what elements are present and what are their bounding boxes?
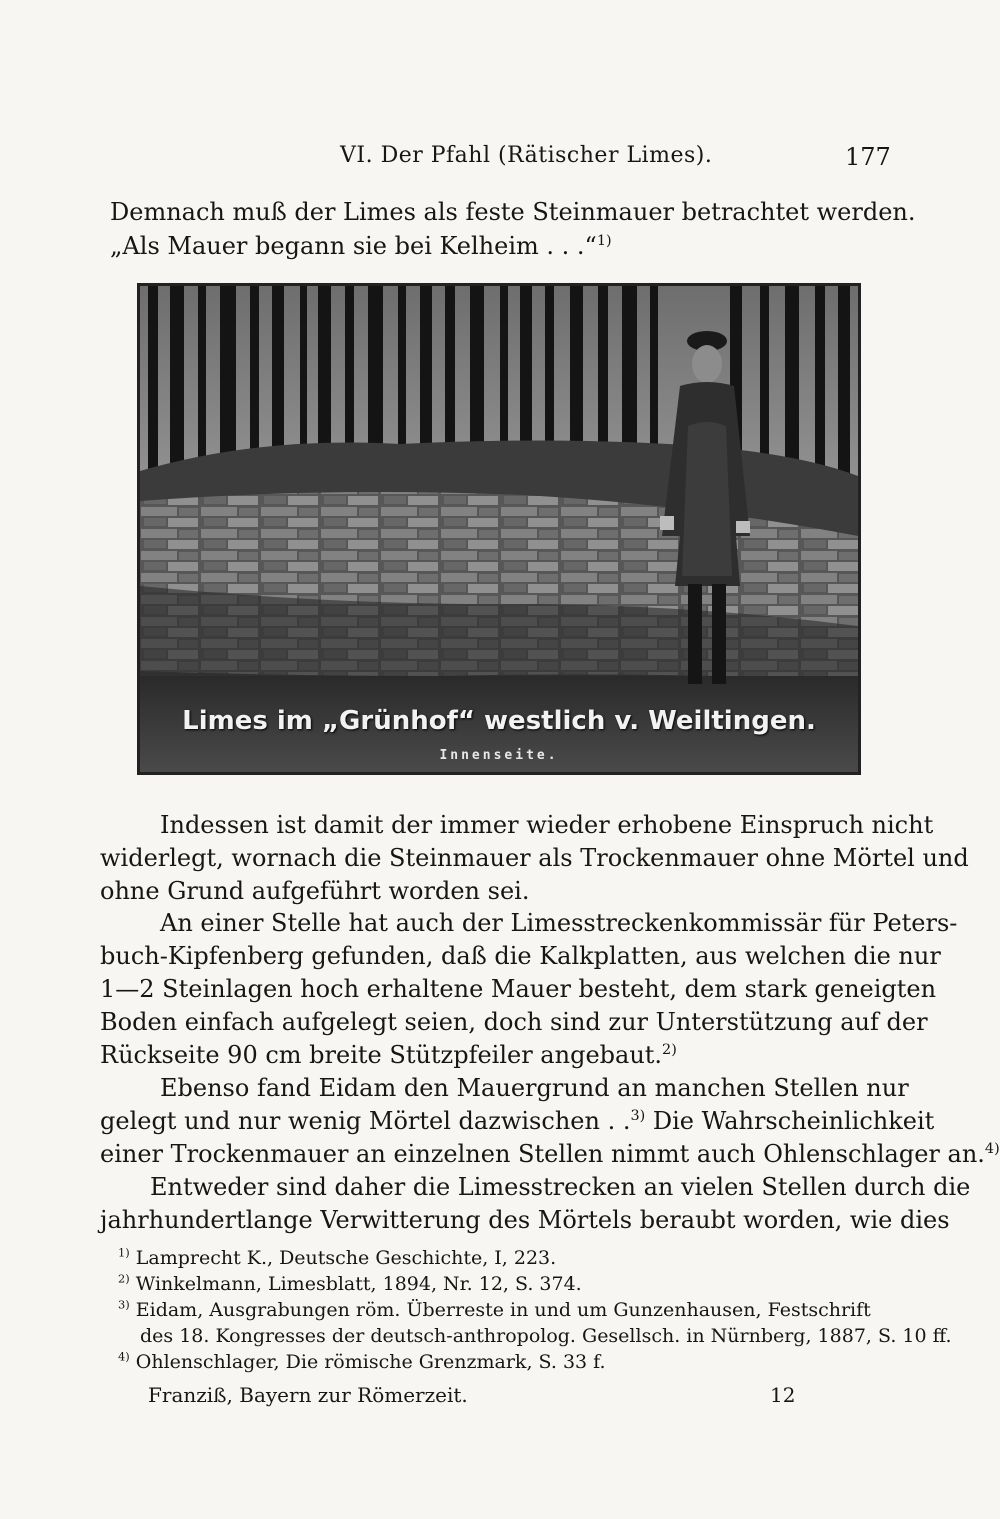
p2-line-5-text: Rückseite 90 cm breite Stützpfeiler angebaut. xyxy=(100,1041,663,1069)
footnote-ref-4: 4) xyxy=(984,1141,1000,1157)
footnote-ref-3: 3) xyxy=(630,1108,646,1124)
photo-forest-wall-image xyxy=(140,286,858,772)
p2-line-3: 1—2 Steinlagen hoch erhaltene Mauer besteht, dem stark geneigten xyxy=(100,975,937,1003)
p4-line-1: Entweder sind daher die Limesstrecken an vielen Stellen durch die xyxy=(150,1173,971,1201)
sheet-number: 12 xyxy=(770,1383,796,1407)
footnote-2-mark: 2) xyxy=(118,1271,130,1286)
photo-caption: Limes im „Grünhof“ westlich v. Weiltingen. xyxy=(182,706,816,736)
p1-line-1: Indessen ist damit der immer wieder erhobene Einspruch nicht xyxy=(160,811,934,839)
p3-line-1: Ebenso fand Eidam den Mauergrund an manchen Stellen nur xyxy=(160,1074,909,1102)
footnote-3 xyxy=(118,1298,871,1322)
p2-line-2: buch-Kipfenberg gefunden, daß die Kalkplatten, aus welchen die nur xyxy=(100,942,941,970)
p3-line-3-text: einer Trockenmauer an einzelnen Stellen nimmt auch Ohlenschlager an. xyxy=(100,1140,985,1168)
intro-line-2-text: „Als Mauer begann sie bei Kelheim . . .“ xyxy=(110,232,597,260)
p3-line-2-text-a: gelegt und nur wenig Mörtel dazwischen . . xyxy=(100,1107,631,1135)
signature-line: Franziß, Bayern zur Römerzeit. xyxy=(148,1383,468,1407)
footnote-1 xyxy=(118,1246,556,1270)
footnote-3-mark: 3) xyxy=(118,1297,130,1312)
p2-line-5 xyxy=(100,1039,677,1072)
p1-line-3: ohne Grund aufgeführt worden sei. xyxy=(100,877,530,905)
intro-line-1: Demnach muß der Limes als feste Steinmauer betrachtet werden. xyxy=(110,198,916,226)
footnote-1-mark: 1) xyxy=(118,1245,130,1260)
photograph xyxy=(137,283,861,775)
running-title: VI. Der Pfahl (Rätischer Limes). xyxy=(340,143,713,168)
intro-line-2 xyxy=(110,230,612,263)
footnote-1-text: Lamprecht K., Deutsche Geschichte, I, 223. xyxy=(135,1247,557,1269)
footnote-3-continued: des 18. Kongresses der deutsch-anthropolog. Gesellsch. in Nürnberg, 1887, S. 10 ff. xyxy=(140,1325,952,1347)
footnote-4-mark: 4) xyxy=(118,1349,130,1364)
p2-line-4: Boden einfach aufgelegt seien, doch sind zur Unterstützung auf der xyxy=(100,1008,928,1036)
footnote-ref-2: 2) xyxy=(662,1042,677,1058)
page-number: 177 xyxy=(845,143,891,171)
footnote-4-text: Ohlenschlager, Die römische Grenzmark, S. 33 f. xyxy=(135,1351,606,1373)
footnote-2-text: Winkelmann, Limesblatt, 1894, Nr. 12, S. 374. xyxy=(135,1273,582,1295)
footnote-2 xyxy=(118,1272,582,1296)
footnote-ref-1: 1) xyxy=(596,233,612,249)
p3-line-2-text-b: Die Wahrscheinlichkeit xyxy=(645,1107,935,1135)
p2-line-1: An einer Stelle hat auch der Limesstreckenkommissär für Peters- xyxy=(160,909,958,937)
p3-line-3 xyxy=(100,1138,1000,1171)
p4-line-2: jahrhundertlange Verwitterung des Mörtels beraubt worden, wie dies xyxy=(100,1206,950,1234)
p1-line-2: widerlegt, wornach die Steinmauer als Trockenmauer ohne Mörtel und xyxy=(100,844,969,872)
p3-line-2 xyxy=(100,1105,934,1138)
photo-subcaption: Innenseite. xyxy=(439,748,559,763)
footnote-3-text: Eidam, Ausgrabungen röm. Überreste in und um Gunzenhausen, Festschrift xyxy=(135,1299,871,1321)
footnote-4 xyxy=(118,1350,606,1374)
